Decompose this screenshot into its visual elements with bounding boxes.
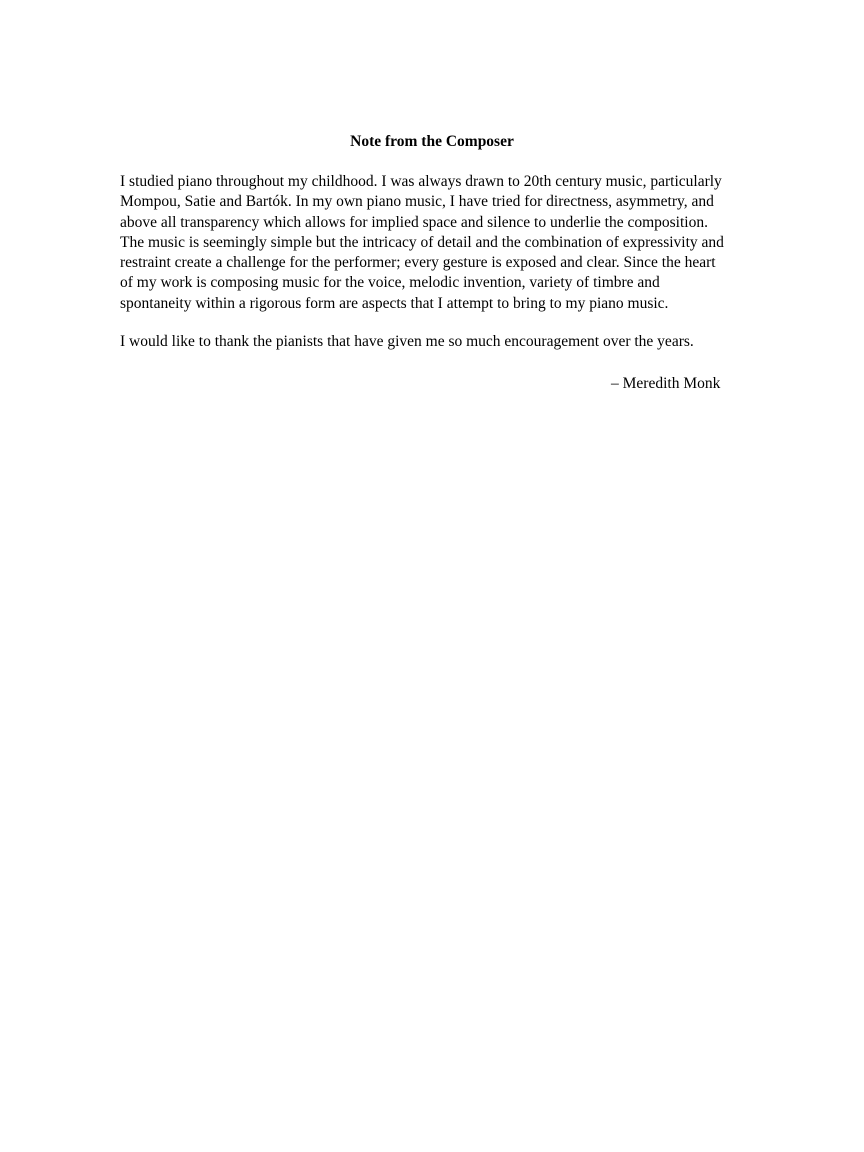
- paragraph-line: I studied piano throughout my childhood. I was always drawn to 20th century music, particularly: [120, 173, 722, 190]
- paragraph-line: spontaneity within a rigorous form are aspects that I attempt to bring to my piano music.: [120, 294, 669, 312]
- page-title: Note from the Composer: [350, 133, 514, 150]
- paragraph-line: of my work is composing music for the voice, melodic invention, variety of timbre and: [120, 274, 660, 292]
- composer-note-paragraph: [120, 172, 760, 314]
- thanks-paragraph: I would like to thank the pianists that have given me so much encouragement over the years.: [120, 333, 694, 350]
- paragraph-line: restraint create a challenge for the performer; every gesture is exposed and clear. Since the heart: [120, 254, 716, 272]
- paragraph-line: above all transparency which allows for implied space and silence to underlie the composition.: [120, 213, 708, 231]
- signature: – Meredith Monk: [611, 375, 721, 392]
- paragraph-line: The music is seemingly simple but the intricacy of detail and the combination of expressivity and: [120, 233, 724, 251]
- paragraph-line: Mompou, Satie and Bartók. In my own piano music, I have tried for directness, asymmetry, and: [120, 193, 714, 211]
